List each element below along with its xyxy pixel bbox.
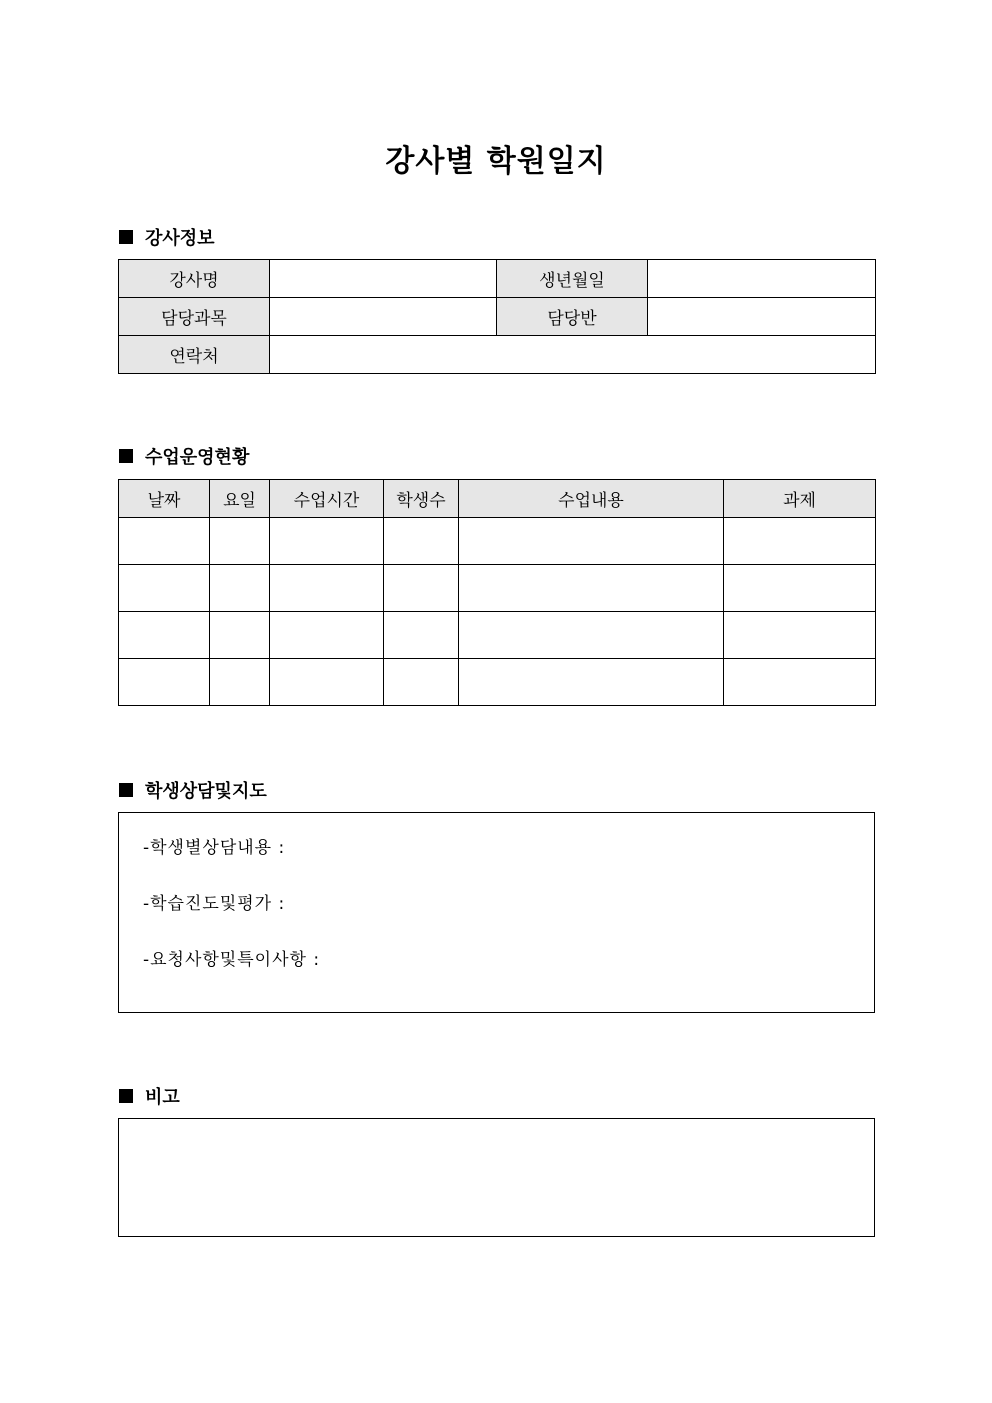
- weekday-cell[interactable]: [210, 659, 270, 706]
- column-header-date: 날짜: [119, 480, 210, 518]
- section-heading-label: 수업운영현황: [145, 447, 250, 468]
- class-field[interactable]: [648, 298, 876, 336]
- assignment-cell[interactable]: [724, 659, 876, 706]
- section-heading-label: 강사정보: [145, 228, 215, 249]
- table-row: [119, 518, 876, 565]
- info-row: [119, 260, 876, 298]
- student-count-cell[interactable]: [384, 659, 459, 706]
- section-heading-label: 학생상담및지도: [145, 781, 267, 802]
- student-count-cell[interactable]: [384, 612, 459, 659]
- instructor-info-table: [118, 259, 876, 374]
- subject-field[interactable]: [270, 298, 497, 336]
- class-content-cell[interactable]: [459, 612, 724, 659]
- date-cell[interactable]: [119, 612, 210, 659]
- square-bullet-icon: [119, 230, 133, 244]
- table-header-row: [119, 480, 876, 518]
- student-count-cell[interactable]: [384, 565, 459, 612]
- section-heading-class-status: [119, 443, 249, 469]
- counseling-box[interactable]: [118, 812, 875, 1013]
- section-heading-remarks: [119, 1083, 180, 1109]
- date-cell[interactable]: [119, 518, 210, 565]
- column-header-student-count: 학생수: [384, 480, 459, 518]
- class-content-cell[interactable]: [459, 565, 724, 612]
- section-heading-instructor-info: [119, 224, 215, 250]
- class-status-table: [118, 479, 876, 706]
- assignment-cell[interactable]: [724, 565, 876, 612]
- class-content-cell[interactable]: [459, 659, 724, 706]
- square-bullet-icon: [119, 449, 133, 463]
- section-heading-counseling: [119, 777, 267, 803]
- section-heading-label: 비고: [145, 1087, 180, 1108]
- class-label: 담당반: [497, 298, 648, 336]
- name-label: 강사명: [119, 260, 270, 298]
- contact-label: 연락처: [119, 336, 270, 374]
- birthdate-field[interactable]: [648, 260, 876, 298]
- page-title: 강사별 학원일지: [385, 144, 607, 179]
- counseling-line-progress: -학습진도및평가 :: [143, 894, 286, 914]
- student-count-cell[interactable]: [384, 518, 459, 565]
- class-time-cell[interactable]: [270, 659, 384, 706]
- square-bullet-icon: [119, 783, 133, 797]
- class-time-cell[interactable]: [270, 612, 384, 659]
- class-time-cell[interactable]: [270, 565, 384, 612]
- column-header-class-content: 수업내용: [459, 480, 724, 518]
- name-field[interactable]: [270, 260, 497, 298]
- date-cell[interactable]: [119, 659, 210, 706]
- counseling-line-student: -학생별상담내용 :: [143, 838, 286, 858]
- weekday-cell[interactable]: [210, 565, 270, 612]
- assignment-cell[interactable]: [724, 518, 876, 565]
- counseling-line-requests: -요청사항및특이사항 :: [143, 950, 321, 970]
- birthdate-label: 생년월일: [497, 260, 648, 298]
- column-header-weekday: 요일: [210, 480, 270, 518]
- column-header-assignment: 과제: [724, 480, 876, 518]
- column-header-class-time: 수업시간: [270, 480, 384, 518]
- assignment-cell[interactable]: [724, 612, 876, 659]
- square-bullet-icon: [119, 1089, 133, 1103]
- table-row: [119, 565, 876, 612]
- date-cell[interactable]: [119, 565, 210, 612]
- remarks-box[interactable]: [118, 1118, 875, 1237]
- class-content-cell[interactable]: [459, 518, 724, 565]
- class-time-cell[interactable]: [270, 518, 384, 565]
- table-row: [119, 612, 876, 659]
- contact-field[interactable]: [270, 336, 876, 374]
- weekday-cell[interactable]: [210, 518, 270, 565]
- table-row: [119, 659, 876, 706]
- info-row: [119, 336, 876, 374]
- info-row: [119, 298, 876, 336]
- subject-label: 담당과목: [119, 298, 270, 336]
- weekday-cell[interactable]: [210, 612, 270, 659]
